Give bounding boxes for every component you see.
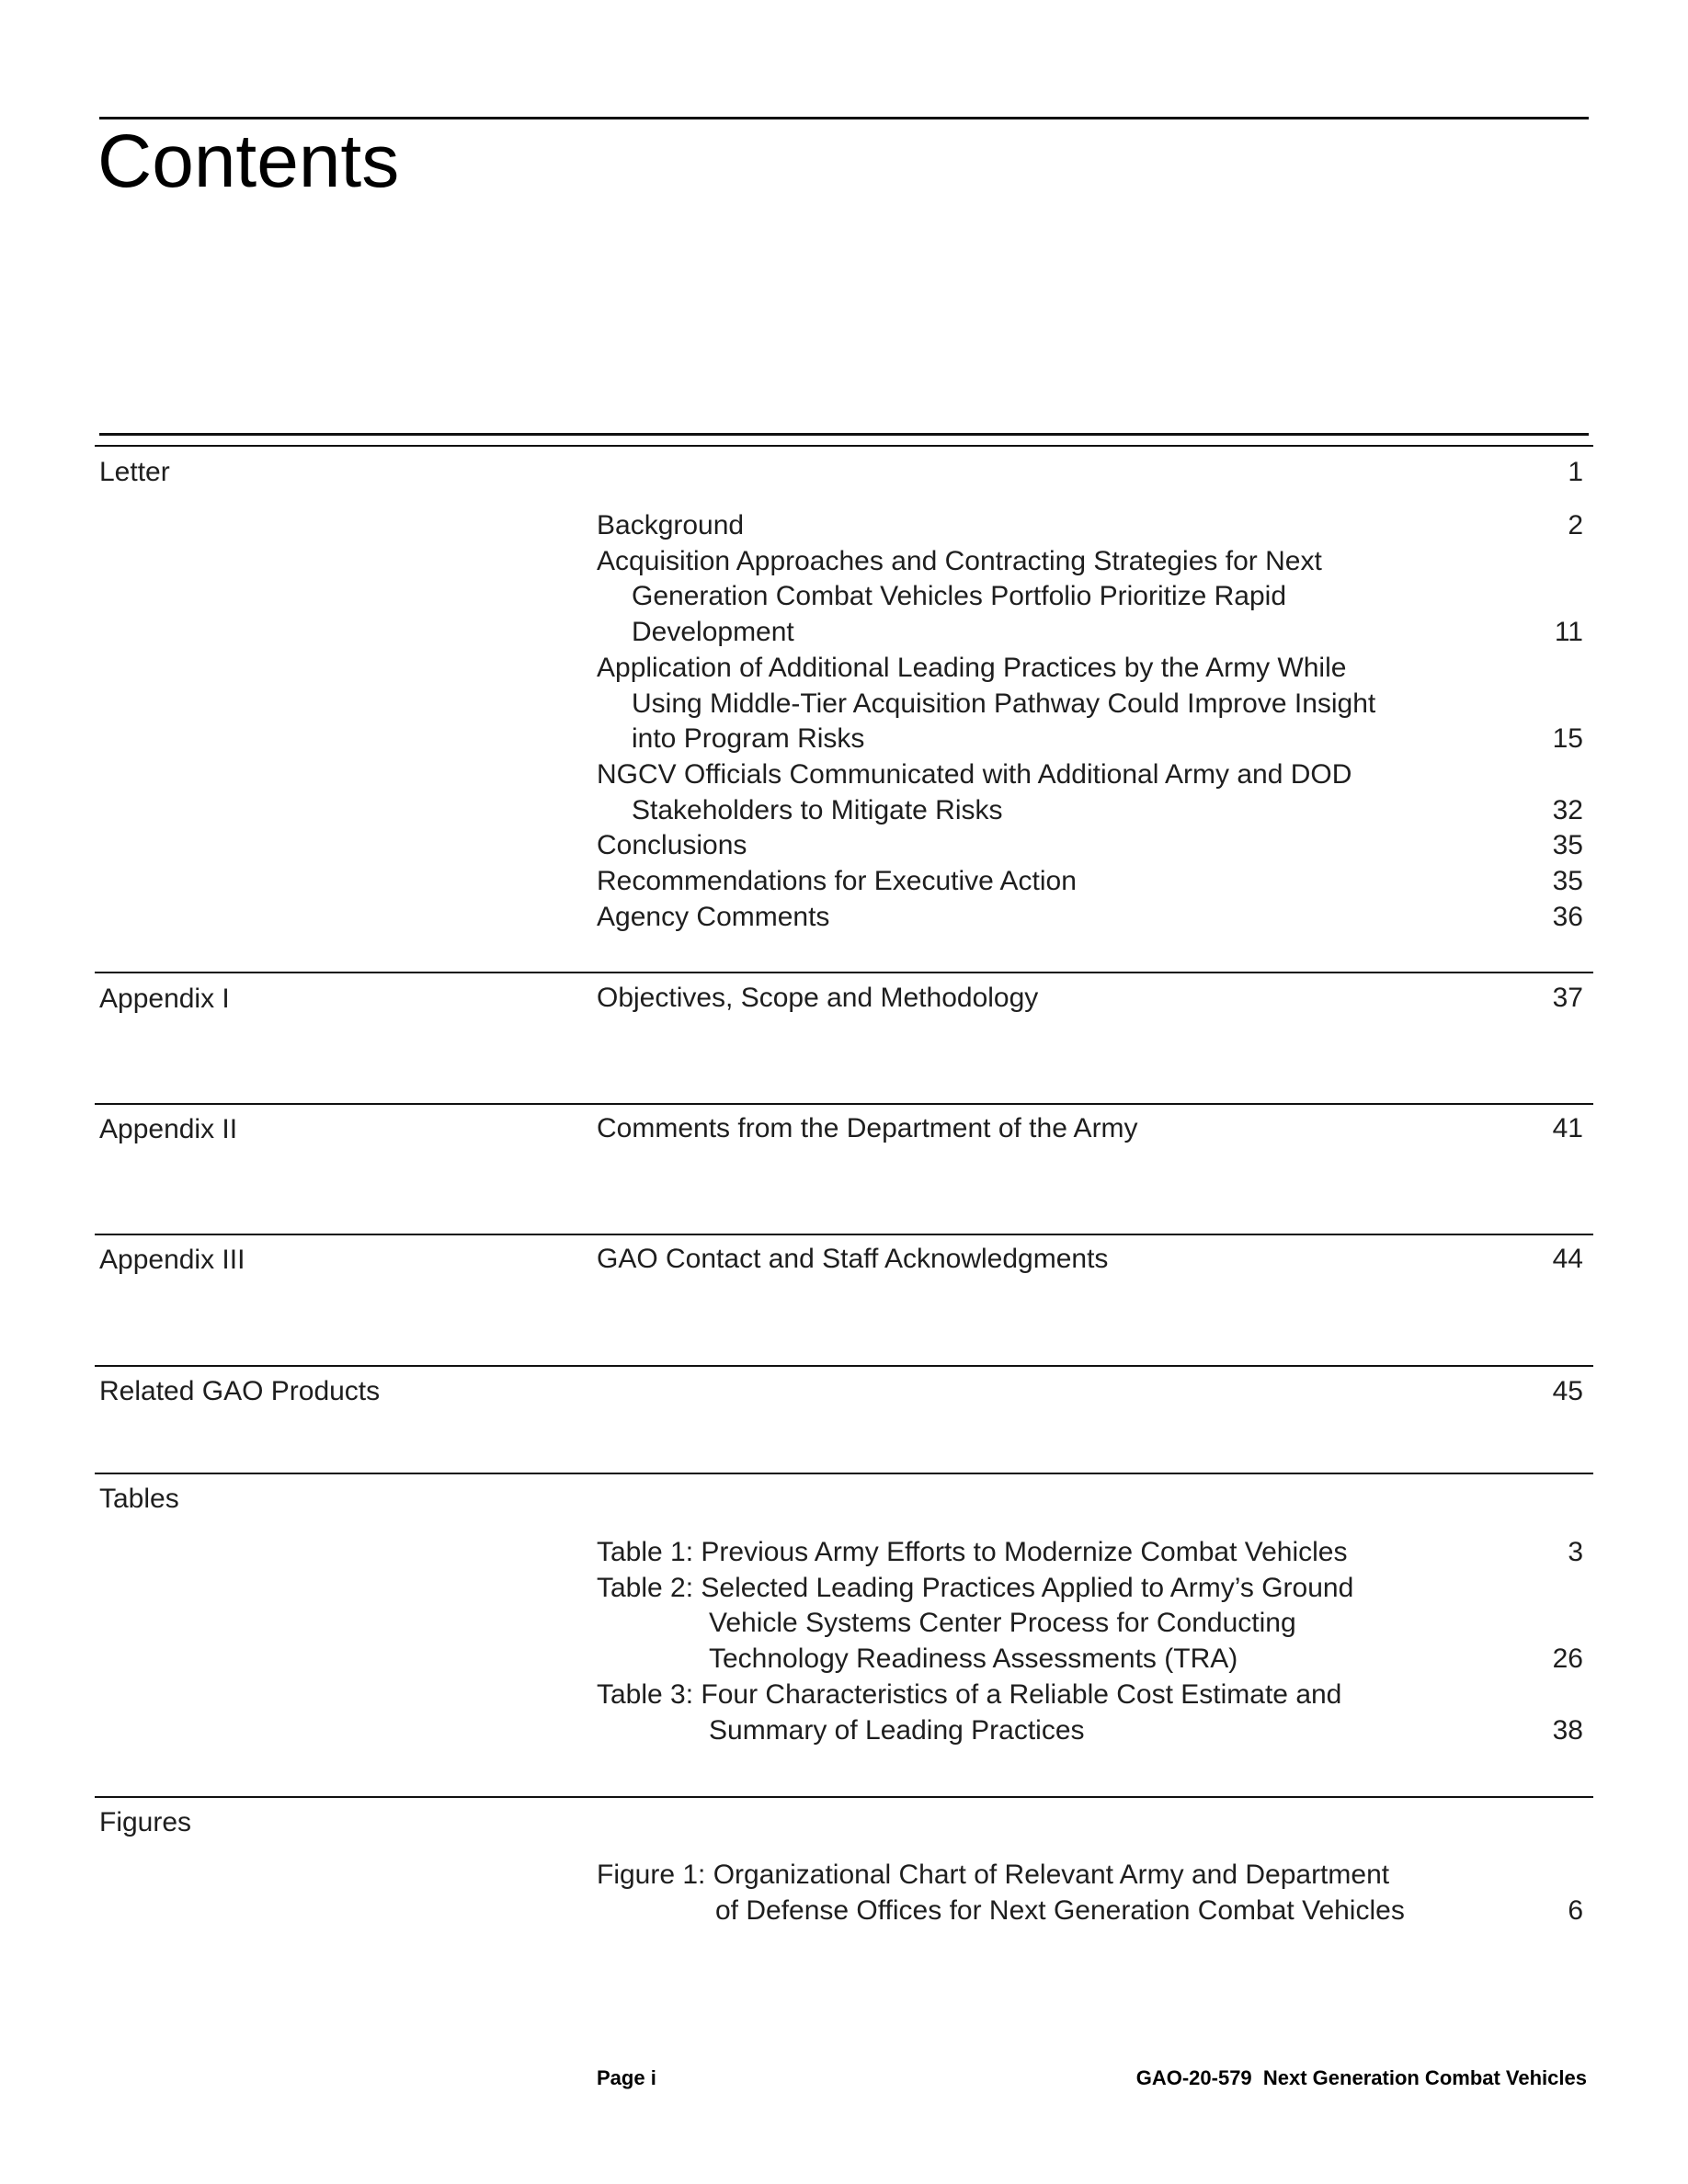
entry-page: 37 bbox=[1552, 983, 1583, 1013]
section-label-letter: Letter bbox=[99, 457, 170, 487]
entry-page: 15 bbox=[1552, 723, 1583, 755]
entry-line: Vehicle Systems Center Process for Conducting bbox=[709, 1608, 1296, 1639]
entry-line: Development bbox=[632, 617, 794, 648]
section-divider bbox=[95, 1796, 1593, 1798]
entry-page: 6 bbox=[1568, 1894, 1583, 1926]
entry-line: Acquisition Approaches and Contracting Strategies for Next bbox=[597, 545, 1322, 576]
toc-entry-ngcv-officials[interactable] bbox=[597, 757, 1583, 828]
page-title: Contents bbox=[97, 119, 400, 203]
footer-page-number: Page i bbox=[597, 2066, 656, 2089]
entry-page: 35 bbox=[1552, 830, 1583, 861]
entry-page: 11 bbox=[1554, 617, 1583, 648]
entry-page: 26 bbox=[1552, 1644, 1583, 1675]
entry-page: 38 bbox=[1552, 1714, 1583, 1746]
entry-page: 44 bbox=[1552, 1244, 1583, 1274]
section-label-tables: Tables bbox=[99, 1484, 179, 1514]
letter-entries bbox=[597, 508, 1583, 935]
entry-line: of Defense Offices for Next Generation Combat Vehicles bbox=[715, 1894, 1405, 1926]
appendix-3-entry[interactable] bbox=[597, 1242, 1583, 1278]
entry-page: 2 bbox=[1568, 510, 1583, 540]
entry-line: Generation Combat Vehicles Portfolio Prioritize Rapid bbox=[632, 581, 1287, 612]
section-page-letter[interactable]: 1 bbox=[1568, 457, 1583, 487]
section-label-related-products: Related GAO Products bbox=[99, 1376, 381, 1406]
entry-line: Table 2: Selected Leading Practices Applied to Army’s Ground bbox=[597, 1572, 1354, 1603]
toc-entry-comments-from-army[interactable] bbox=[597, 1111, 1583, 1147]
toc-entry-table-2[interactable] bbox=[597, 1571, 1583, 1678]
entry-line: Summary of Leading Practices bbox=[709, 1714, 1085, 1746]
toc-entry-recommendations[interactable] bbox=[597, 864, 1583, 900]
entry-page: 32 bbox=[1552, 794, 1583, 825]
entry-line: Using Middle-Tier Acquisition Pathway Could Improve Insight bbox=[632, 688, 1376, 719]
entry-page: 35 bbox=[1552, 866, 1583, 897]
entry-line: GAO Contact and Staff Acknowledgments bbox=[597, 1244, 1109, 1274]
section-label-appendix-3: Appendix III bbox=[99, 1245, 245, 1275]
section-divider bbox=[95, 1473, 1593, 1474]
toc-entry-conclusions[interactable] bbox=[597, 828, 1583, 864]
section-label-figures: Figures bbox=[99, 1807, 192, 1837]
appendix-1-entry[interactable] bbox=[597, 981, 1583, 1017]
section-divider bbox=[95, 1365, 1593, 1367]
tables-entries bbox=[597, 1535, 1583, 1748]
entry-line: Background bbox=[597, 510, 745, 540]
toc-double-rule-thick bbox=[99, 433, 1589, 436]
section-page-related-products[interactable]: 45 bbox=[1552, 1376, 1583, 1406]
entry-page: 41 bbox=[1552, 1113, 1583, 1143]
entry-line: Agency Comments bbox=[597, 901, 830, 932]
entry-line: Recommendations for Executive Action bbox=[597, 866, 1077, 897]
toc-entry-additional-leading-practices[interactable] bbox=[597, 651, 1583, 757]
entry-page: 36 bbox=[1552, 901, 1583, 932]
entry-page: 3 bbox=[1568, 1537, 1583, 1567]
section-divider bbox=[95, 972, 1593, 973]
toc-entry-background[interactable] bbox=[597, 508, 1583, 544]
footer-report-id: GAO-20-579 Next Generation Combat Vehicles bbox=[1135, 2066, 1587, 2089]
section-divider bbox=[95, 1103, 1593, 1105]
toc-entry-acquisition-approaches[interactable] bbox=[597, 544, 1583, 651]
appendix-2-entry[interactable] bbox=[597, 1111, 1583, 1147]
figures-entries bbox=[597, 1858, 1583, 1928]
toc-entry-gao-contact[interactable] bbox=[597, 1242, 1583, 1278]
section-label-appendix-1: Appendix I bbox=[99, 984, 230, 1014]
section-divider bbox=[95, 1234, 1593, 1235]
entry-line: Table 3: Four Characteristics of a Reliable Cost Estimate and bbox=[597, 1678, 1342, 1710]
entry-line: into Program Risks bbox=[632, 723, 865, 755]
entry-line: Comments from the Department of the Army bbox=[597, 1113, 1138, 1143]
entry-line: Stakeholders to Mitigate Risks bbox=[632, 794, 1003, 825]
toc-entry-table-3[interactable] bbox=[597, 1678, 1583, 1748]
toc-entry-table-1[interactable] bbox=[597, 1535, 1583, 1571]
section-label-appendix-2: Appendix II bbox=[99, 1114, 238, 1144]
entry-line: Application of Additional Leading Practices by the Army While bbox=[597, 652, 1347, 683]
entry-line: Objectives, Scope and Methodology bbox=[597, 983, 1039, 1013]
toc-double-rule-thin bbox=[95, 445, 1593, 447]
toc-entry-agency-comments[interactable] bbox=[597, 900, 1583, 936]
toc-entry-objectives-scope-methodology[interactable] bbox=[597, 981, 1583, 1017]
entry-line: NGCV Officials Communicated with Additional Army and DOD bbox=[597, 758, 1352, 790]
toc-entry-figure-1[interactable] bbox=[597, 1858, 1583, 1928]
entry-line: Figure 1: Organizational Chart of Relevant Army and Department bbox=[597, 1860, 1390, 1890]
entry-line: Conclusions bbox=[597, 830, 747, 861]
entry-line: Table 1: Previous Army Efforts to Modernize Combat Vehicles bbox=[597, 1537, 1348, 1567]
entry-line: Technology Readiness Assessments (TRA) bbox=[709, 1644, 1238, 1675]
